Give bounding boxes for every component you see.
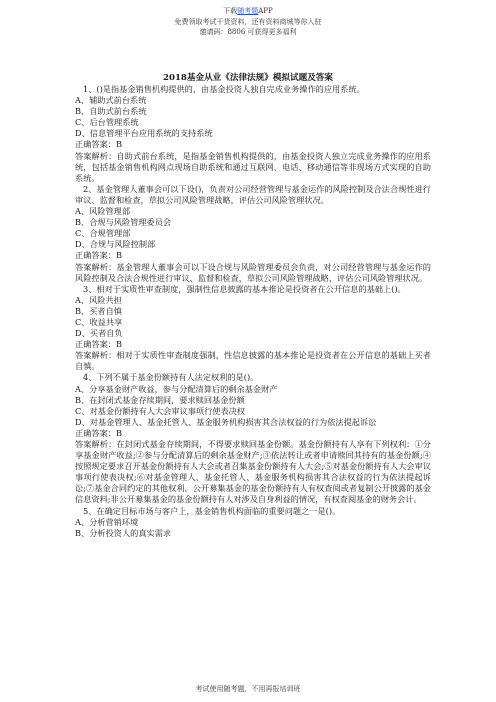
answer-explanation: 答案解析：基金管理人董事会可以下设合规与风险管理委员会负责，对公司经营管理与基金运作的风险控制及合法合规性进行审议、监督和检查，草拟公司风险管理战略，评估公司风险管理状况。	[75, 261, 431, 283]
answer-option: D、合规与风险控制部	[75, 239, 156, 250]
answer-option: B、分析投资人的真实需求	[75, 527, 172, 538]
question-stem: 1、()是指基金销售机构提供的，由基金投资人独自完成业务操作的应用系统。	[83, 84, 365, 94]
answer-option: C、对基金份额持有人大会审议事项行使表决权	[75, 405, 246, 416]
question-stem: 3、相对于实质性审查制度，强制性信息披露的基本推论是投资者在公开信息的基础上()。	[83, 283, 406, 294]
answer-option: A、风险共担	[75, 294, 122, 305]
correct-answer: 正确答案：B	[75, 427, 122, 438]
correct-answer: 正确答案：B	[75, 339, 122, 350]
question-stem: 5、在确定目标市场与客户上，基金销售机构面临的重要问题之一是()。	[83, 505, 341, 516]
answer-option: C、合规管理部	[75, 228, 131, 239]
answer-option: D、对基金管理人、基金托管人、基金服务机构损害其合法权益的行为依法提起诉讼	[75, 416, 377, 427]
answer-option: B、合规与风险管理委员会	[75, 217, 172, 228]
answer-option: B、买者自慎	[75, 305, 122, 316]
answer-explanation: 答案解析：相对于实质性审查制度强制，性信息披露的基本推论是投资者在公开信息的基础上买者自慎。	[75, 350, 431, 372]
answer-option: A、风险管理部	[75, 206, 131, 217]
question-stem: 4、下列不属于基金份额持有人法定权利的是()。	[83, 372, 259, 383]
app-link[interactable]: 随考题	[237, 7, 259, 15]
answer-option: C、后台管理系统	[75, 117, 139, 128]
answer-option: A、辅助式前台系统	[75, 95, 147, 106]
answer-option: B、在封闭式基金存续期间，要求赎回基金份额	[75, 394, 245, 405]
answer-option: A、分析营销环境	[75, 516, 139, 527]
download-suffix: APP	[258, 7, 273, 15]
answer-explanation: 答案解析：在封闭式基金存续期间，不得要求赎回基金份额。基金份额持有人享有下列权利：①分享基金财产收益;②参与分配清算后的剩余基金财产;③依法转让或者申请赎回其持有的基金份额;④按照规定要求召开基金份额持有人大会或者召集基金份额持有人大会;⑤对基金份额持有人大会审议事项行使表决权;⑥对基金管理人、基金托管人、基金服务机构损害其合法权益的行为依法提起诉讼;⑦基金合同约定的其他权利。公开募集基金的基金份额持有人有权查阅或者复制公开披露的基金信息资料;非公开募集基金的基金份额持有人对涉及自身利益的情况，有权查阅基金的财务会计。	[75, 439, 431, 505]
download-prefix: 下载	[223, 7, 238, 15]
question-stem: 2、基金管理人董事会可以下设()，负责对公司经营管理与基金运作的风险控制及合法合规性进行审议、监督和检查，草拟公司风险管理战略，评估公司风险管理状况。	[75, 183, 431, 205]
question-content	[75, 84, 431, 539]
download-line	[0, 6, 496, 17]
answer-option: D、买者自负	[75, 328, 123, 339]
download-banner	[0, 6, 496, 38]
invite-code-line: 邀请码：8806 可获得更多福利	[199, 28, 297, 36]
document-title: 2018基金从业《法律法规》模拟试题及答案	[162, 73, 333, 83]
correct-answer: 正确答案：B	[75, 139, 122, 150]
correct-answer: 正确答案：B	[75, 250, 122, 261]
page-footer: 考试使用随考题，不用再报培训班	[195, 685, 301, 693]
answer-explanation: 答案解析：自助式前台系统，是指基金销售机构提供的，由基金投资人独立完成业务操作的应用系统，包括基金销售机构网点现场自助系统和通过互联网、电话、移动通信等非现场方式实现的自助系统。	[75, 150, 431, 183]
answer-option: C、收益共享	[75, 316, 123, 327]
answer-option: A、分享基金财产收益，参与分配清算后的剩余基金财产	[75, 383, 278, 394]
promo-line: 免费领取考试干货资料，还有资料商城等你入驻	[174, 17, 322, 26]
answer-option: B、自助式前台系统	[75, 106, 147, 117]
answer-option: D、信息管理平台应用系统的支持系统	[75, 128, 213, 139]
